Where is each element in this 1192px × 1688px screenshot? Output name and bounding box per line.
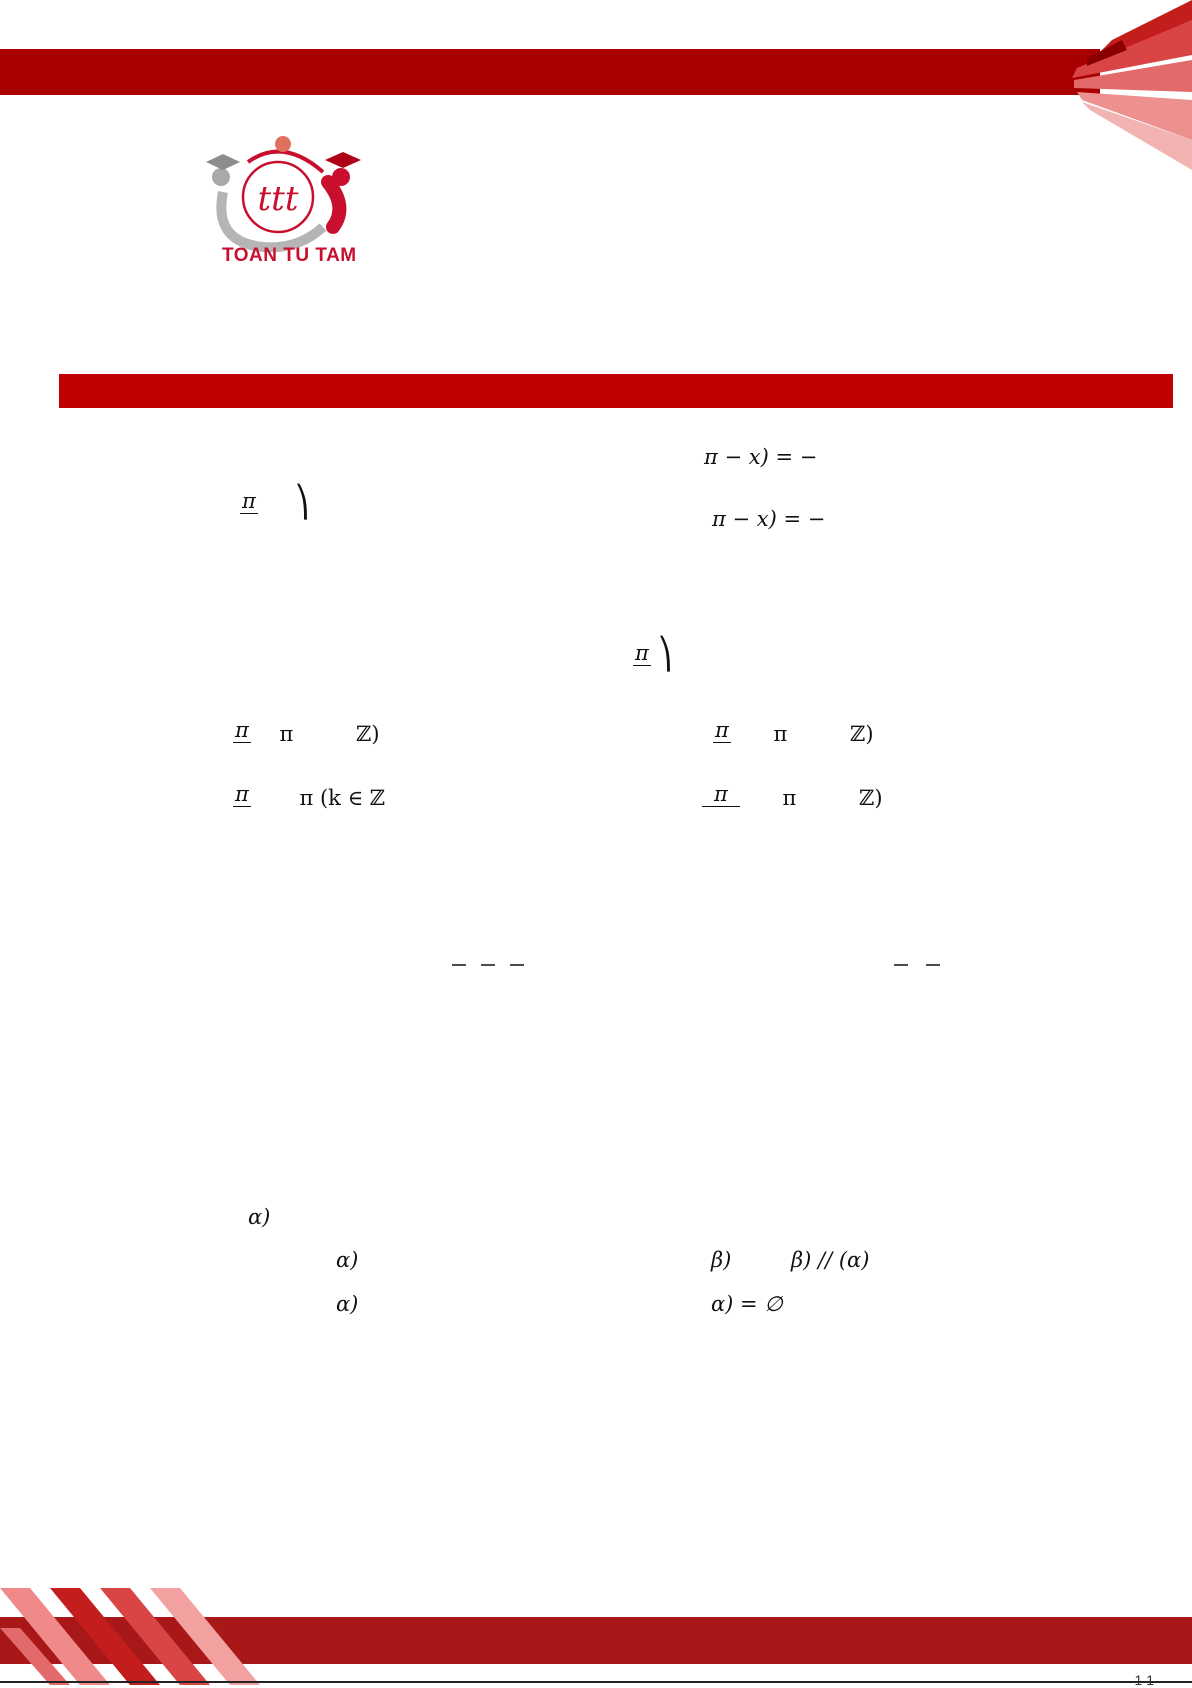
logo-text: TOAN TU TAM <box>222 245 357 266</box>
header-bar <box>0 49 1100 95</box>
math-alpha-plane-2: α) <box>336 1248 359 1272</box>
footer-line <box>0 1681 1192 1683</box>
math-answer-r5-left: π π (k ∈ ℤ <box>235 782 386 810</box>
math-fraction-r3-center: π ⎞ <box>635 637 673 672</box>
section-header-bar <box>59 374 1173 408</box>
math-answer-r4-left: π π ℤ) <box>235 718 380 746</box>
math-fraction-r2-left: π ⎞ <box>242 485 310 520</box>
math-alpha-plane-3: α) <box>336 1292 359 1316</box>
math-alpha-plane-1: α) <box>248 1205 271 1229</box>
header-ray-decoration <box>962 0 1192 175</box>
math-fragment-r2-right: π − x) = − <box>712 507 826 531</box>
fraction-bars-left <box>440 960 530 972</box>
logo-monogram: ttt <box>257 179 299 219</box>
math-beta-parallel-alpha: β) // (α) <box>791 1248 870 1272</box>
fraction-numerator: π <box>242 489 256 513</box>
fraction-numerator: π <box>635 641 649 665</box>
fraction-bars-right <box>886 960 956 972</box>
math-answer-r5-right: π π ℤ) <box>702 782 883 817</box>
math-beta-plane: β) <box>711 1248 732 1272</box>
math-answer-r4-right: π π ℤ) <box>715 718 874 746</box>
math-alpha-empty-set: α) = ∅ <box>711 1292 783 1316</box>
footer-stripe-decoration <box>0 1588 260 1685</box>
math-fragment-r1-right: π − x) = − <box>704 445 818 469</box>
page-number: 1 1 <box>1134 1672 1154 1688</box>
